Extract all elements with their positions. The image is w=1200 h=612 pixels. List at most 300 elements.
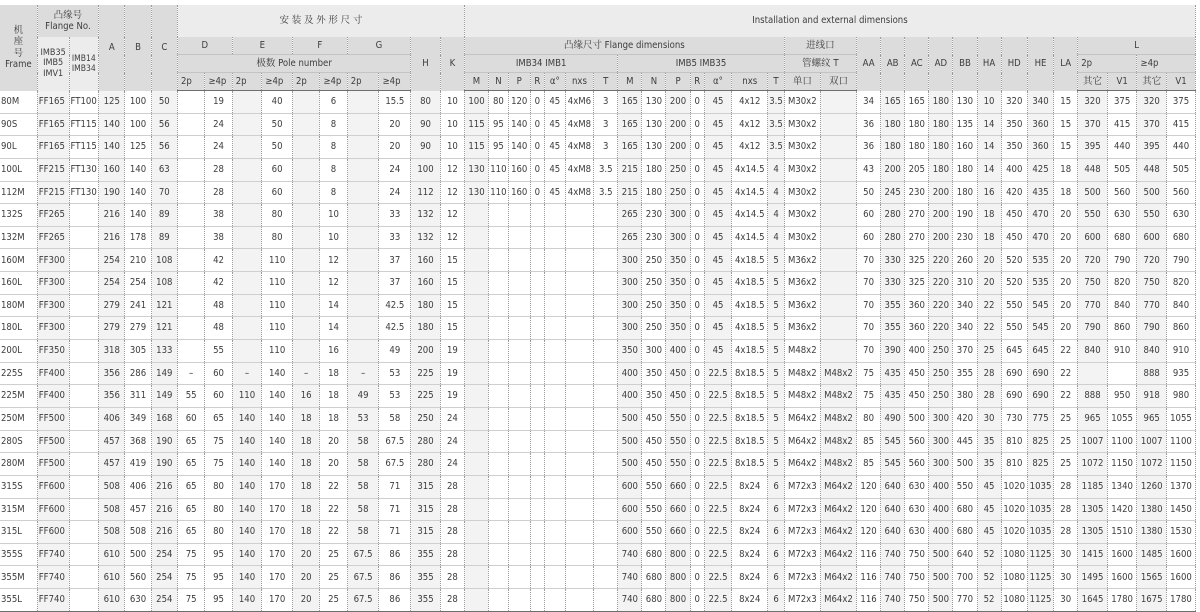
- table-cell: 140: [232, 543, 262, 566]
- table-row: [0, 136, 1196, 159]
- table-cell: [565, 272, 593, 295]
- table-cell: 67.5: [379, 453, 411, 476]
- table-cell: 1007: [1078, 430, 1108, 453]
- table-cell: 1340: [1107, 475, 1137, 498]
- table-cell: 560: [905, 430, 929, 453]
- table-cell: [464, 317, 488, 340]
- flange-no-cell: [69, 475, 99, 498]
- table-cell: 22: [320, 475, 347, 498]
- table-cell: 180: [953, 181, 977, 204]
- table-cell: [530, 498, 544, 521]
- table-cell: 630: [1166, 204, 1195, 227]
- flange-no-cell: [69, 589, 99, 612]
- table-cell: 230: [953, 226, 977, 249]
- header-b5-p: P: [666, 73, 690, 91]
- table-cell: 1380: [1137, 521, 1167, 544]
- table-cell: 610: [99, 543, 125, 566]
- header-d-2p: 2p: [177, 73, 204, 91]
- flange-no-cell: FF165: [37, 136, 69, 159]
- table-cell: 70: [151, 181, 177, 204]
- table-cell: 250: [642, 294, 666, 317]
- table-cell: 6: [768, 543, 784, 566]
- table-cell: 680: [953, 521, 977, 544]
- table-cell: [489, 498, 509, 521]
- table-cell: [544, 362, 565, 385]
- table-cell: 20: [292, 566, 319, 589]
- table-cell: 740: [881, 566, 905, 589]
- table-cell: [232, 181, 262, 204]
- table-cell: 65: [177, 453, 204, 476]
- header-frame: 机 座 号 Frame: [0, 5, 37, 91]
- table-cell: [489, 317, 509, 340]
- table-cell: 910: [1166, 340, 1195, 363]
- table-cell: 70: [857, 272, 881, 295]
- table-cell: 100: [464, 91, 488, 114]
- table-cell: 630: [1107, 204, 1137, 227]
- table-cell: 720: [1078, 249, 1108, 272]
- table-cell: 60: [262, 181, 293, 204]
- table-cell: 130: [953, 91, 977, 114]
- table-cell: 535: [1027, 272, 1053, 295]
- table-cell: 350: [1001, 113, 1027, 136]
- table-cell: 500: [929, 566, 953, 589]
- table-cell: 4x18.5: [732, 272, 768, 295]
- table-cell: [177, 340, 204, 363]
- table-cell: [565, 453, 593, 476]
- table-cell: 1565: [1137, 566, 1167, 589]
- table-cell: 640: [881, 475, 905, 498]
- table-cell: [489, 204, 509, 227]
- table-cell: 160: [508, 181, 530, 204]
- table-cell: 790: [1078, 317, 1108, 340]
- table-cell: M48x2: [784, 362, 820, 385]
- table-cell: 20: [320, 453, 347, 476]
- table-cell: 1080: [1001, 566, 1027, 589]
- table-cell: 230: [642, 226, 666, 249]
- table-cell: 395: [1078, 136, 1108, 159]
- table-cell: [292, 113, 319, 136]
- table-cell: [820, 158, 856, 181]
- table-cell: 500: [618, 407, 642, 430]
- flange-no-cell: FF165: [37, 91, 69, 114]
- table-cell: 320: [1078, 91, 1108, 114]
- table-cell: M48x2: [820, 453, 856, 476]
- table-cell: 1072: [1137, 453, 1167, 476]
- table-cell: [489, 294, 509, 317]
- table-cell: [565, 566, 593, 589]
- table-cell: [489, 521, 509, 544]
- table-row: [0, 249, 1196, 272]
- table-cell: [530, 475, 544, 498]
- table-cell: [292, 317, 319, 340]
- table-cell: [544, 543, 565, 566]
- table-cell: 18: [292, 453, 319, 476]
- table-cell: 20: [977, 272, 1001, 295]
- table-cell: 22.5: [704, 475, 731, 498]
- table-cell: 6: [768, 498, 784, 521]
- frame-cell: 132S: [0, 204, 37, 227]
- table-cell: 121: [151, 317, 177, 340]
- table-cell: [464, 294, 488, 317]
- table-cell: [177, 181, 204, 204]
- table-cell: [292, 204, 319, 227]
- table-cell: M64x2: [820, 543, 856, 566]
- table-cell: [565, 204, 593, 227]
- table-cell: 600: [618, 521, 642, 544]
- table-cell: 660: [666, 521, 690, 544]
- table-cell: 22.5: [704, 453, 731, 476]
- table-cell: 12: [440, 226, 464, 249]
- table-cell: 216: [151, 521, 177, 544]
- table-cell: 3: [594, 91, 618, 114]
- table-cell: 22: [977, 294, 1001, 317]
- table-cell: 470: [1027, 226, 1053, 249]
- table-cell: 180: [929, 136, 953, 159]
- table-cell: 320: [1001, 91, 1027, 114]
- table-cell: [292, 340, 319, 363]
- table-cell: 95: [489, 113, 509, 136]
- header-b5-t: T: [768, 73, 784, 91]
- header-he: HE: [1027, 37, 1053, 91]
- table-row: [0, 566, 1196, 589]
- table-cell: 500: [125, 543, 151, 566]
- table-cell: 254: [99, 272, 125, 295]
- table-cell: 133: [151, 340, 177, 363]
- table-cell: 254: [151, 566, 177, 589]
- header-e-4p: ≥4p: [262, 73, 293, 91]
- table-cell: [530, 294, 544, 317]
- table-cell: 33: [379, 204, 411, 227]
- table-cell: [347, 91, 379, 114]
- table-cell: 500: [1137, 181, 1167, 204]
- table-cell: 22: [320, 521, 347, 544]
- table-cell: [594, 521, 618, 544]
- flange-no-cell: FF500: [37, 430, 69, 453]
- table-cell: 180: [929, 113, 953, 136]
- table-cell: 60: [857, 226, 881, 249]
- table-cell: 4x14.5: [732, 226, 768, 249]
- table-cell: [820, 249, 856, 272]
- table-cell: [594, 543, 618, 566]
- table-cell: [508, 543, 530, 566]
- table-cell: 67.5: [347, 566, 379, 589]
- table-cell: [594, 272, 618, 295]
- table-cell: 80: [205, 498, 232, 521]
- table-cell: 67.5: [347, 543, 379, 566]
- table-cell: 230: [905, 181, 929, 204]
- table-cell: 730: [1001, 407, 1027, 430]
- table-cell: 1020: [1001, 475, 1027, 498]
- table-cell: 820: [1166, 272, 1195, 295]
- header-l-2p: 2p: [1078, 55, 1137, 73]
- header-e-2p: 2p: [232, 73, 262, 91]
- table-cell: [530, 226, 544, 249]
- table-cell: 15: [1054, 91, 1078, 114]
- table-cell: 690: [1027, 385, 1053, 408]
- table-cell: [544, 430, 565, 453]
- table-cell: 15: [440, 249, 464, 272]
- table-cell: 140: [262, 385, 293, 408]
- table-cell: 5: [768, 385, 784, 408]
- table-cell: 37: [379, 272, 411, 295]
- table-cell: M48x2: [820, 362, 856, 385]
- table-cell: M72x3: [784, 475, 820, 498]
- table-cell: 6: [768, 566, 784, 589]
- table-cell: 58: [379, 407, 411, 430]
- table-cell: 640: [953, 543, 977, 566]
- table-cell: 25: [320, 566, 347, 589]
- flange-no-cell: FF740: [37, 589, 69, 612]
- table-cell: [177, 136, 204, 159]
- table-cell: [565, 294, 593, 317]
- table-cell: M64x2: [820, 566, 856, 589]
- table-cell: 980: [1166, 385, 1195, 408]
- table-cell: 440: [1166, 136, 1195, 159]
- table-cell: 740: [881, 589, 905, 612]
- table-cell: [594, 249, 618, 272]
- frame-cell: 355M: [0, 566, 37, 589]
- table-cell: 65: [177, 475, 204, 498]
- table-cell: [177, 204, 204, 227]
- frame-cell: 250M: [0, 407, 37, 430]
- table-cell: 840: [1107, 294, 1137, 317]
- table-cell: 500: [953, 453, 977, 476]
- table-cell: [530, 249, 544, 272]
- table-cell: 140: [232, 430, 262, 453]
- flange-no-cell: FT130: [69, 158, 99, 181]
- table-cell: [544, 317, 565, 340]
- table-cell: 420: [953, 407, 977, 430]
- table-cell: 95: [205, 589, 232, 612]
- table-cell: 560: [1107, 181, 1137, 204]
- table-cell: 52: [977, 566, 1001, 589]
- table-cell: [232, 91, 262, 114]
- table-cell: [565, 362, 593, 385]
- table-cell: M72x3: [784, 543, 820, 566]
- table-cell: [544, 498, 565, 521]
- table-cell: [508, 249, 530, 272]
- table-cell: 3.5: [594, 158, 618, 181]
- table-cell: 65: [177, 498, 204, 521]
- table-cell: [820, 226, 856, 249]
- table-cell: [508, 362, 530, 385]
- flange-no-cell: [69, 272, 99, 295]
- table-cell: 60: [857, 204, 881, 227]
- header-hd: HD: [1001, 37, 1027, 91]
- table-cell: 80: [857, 407, 881, 430]
- table-cell: 120: [857, 521, 881, 544]
- table-cell: 600: [618, 475, 642, 498]
- table-cell: 550: [1137, 204, 1167, 227]
- table-row: [0, 385, 1196, 408]
- flange-no-cell: FF350: [37, 340, 69, 363]
- table-cell: 28: [440, 566, 464, 589]
- table-cell: 140: [125, 158, 151, 181]
- table-cell: 18: [292, 475, 319, 498]
- table-cell: 375: [1166, 91, 1195, 114]
- table-cell: 680: [642, 543, 666, 566]
- flange-no-cell: FT130: [69, 181, 99, 204]
- table-cell: 300: [929, 430, 953, 453]
- table-cell: 120: [857, 475, 881, 498]
- table-cell: [489, 362, 509, 385]
- table-cell: 63: [151, 158, 177, 181]
- table-cell: [508, 340, 530, 363]
- table-cell: 1675: [1137, 589, 1167, 612]
- frame-cell: 200L: [0, 340, 37, 363]
- table-cell: [508, 407, 530, 430]
- table-cell: 1420: [1107, 498, 1137, 521]
- table-row: [0, 430, 1196, 453]
- table-cell: 25: [320, 543, 347, 566]
- table-cell: [544, 566, 565, 589]
- table-cell: 300: [618, 294, 642, 317]
- table-cell: 220: [929, 249, 953, 272]
- table-cell: [565, 498, 593, 521]
- table-cell: 110: [489, 181, 509, 204]
- table-cell: 325: [905, 272, 929, 295]
- dimensions-table: [0, 5, 1196, 612]
- table-cell: 0: [690, 475, 704, 498]
- table-cell: 65: [177, 521, 204, 544]
- table-cell: 600: [1137, 226, 1167, 249]
- header-bb: BB: [953, 37, 977, 91]
- table-cell: 80: [262, 204, 293, 227]
- flange-no-cell: FT115: [69, 113, 99, 136]
- table-cell: 140: [232, 475, 262, 498]
- table-cell: 750: [905, 566, 929, 589]
- table-cell: 245: [881, 181, 905, 204]
- table-cell: 45: [704, 226, 731, 249]
- flange-no-cell: FF165: [37, 113, 69, 136]
- table-row: [0, 294, 1196, 317]
- frame-cell: 315M: [0, 498, 37, 521]
- table-cell: [820, 272, 856, 295]
- frame-cell: 112M: [0, 181, 37, 204]
- table-cell: 45: [544, 136, 565, 159]
- table-cell: M30x2: [784, 226, 820, 249]
- header-ac: AC: [905, 37, 929, 91]
- frame-cell: 90L: [0, 136, 37, 159]
- table-cell: [820, 181, 856, 204]
- table-cell: 15: [440, 317, 464, 340]
- header-b34-nxs: nxs: [565, 73, 593, 91]
- table-cell: 200: [666, 113, 690, 136]
- table-cell: [544, 294, 565, 317]
- table-cell: M72x3: [784, 498, 820, 521]
- table-cell: 355: [411, 589, 441, 612]
- header-double-port: 双口: [820, 73, 856, 91]
- table-cell: [464, 543, 488, 566]
- table-cell: 8x18.5: [732, 407, 768, 430]
- table-cell: 420: [1001, 181, 1027, 204]
- table-cell: 215: [618, 181, 642, 204]
- table-cell: 315: [411, 498, 441, 521]
- table-cell: 1510: [1107, 521, 1137, 544]
- table-cell: 1450: [1166, 498, 1195, 521]
- table-cell: 470: [1027, 204, 1053, 227]
- table-cell: 250: [642, 317, 666, 340]
- table-cell: [544, 204, 565, 227]
- table-cell: 80: [411, 91, 441, 114]
- table-cell: 28: [977, 385, 1001, 408]
- table-cell: 130: [642, 136, 666, 159]
- table-cell: 140: [232, 521, 262, 544]
- table-cell: 58: [347, 475, 379, 498]
- table-cell: 55: [177, 385, 204, 408]
- table-cell: 132: [411, 226, 441, 249]
- table-cell: 0: [530, 181, 544, 204]
- flange-no-cell: FF215: [37, 181, 69, 204]
- table-cell: 4xM8: [565, 181, 593, 204]
- table-cell: 58: [347, 498, 379, 521]
- table-cell: 160: [508, 158, 530, 181]
- table-cell: 490: [881, 407, 905, 430]
- table-cell: 8: [320, 136, 347, 159]
- table-cell: [594, 498, 618, 521]
- table-cell: 140: [508, 113, 530, 136]
- table-cell: 18: [320, 407, 347, 430]
- table-cell: 30: [1054, 589, 1078, 612]
- table-cell: M48x2: [820, 385, 856, 408]
- table-cell: [489, 226, 509, 249]
- table-cell: 220: [929, 272, 953, 295]
- header-thread: 管螺纹 T: [784, 55, 856, 73]
- table-cell: 330: [881, 272, 905, 295]
- table-cell: M72x3: [784, 566, 820, 589]
- table-cell: 19: [440, 340, 464, 363]
- table-cell: 4x18.5: [732, 294, 768, 317]
- table-cell: [594, 453, 618, 476]
- table-cell: 86: [379, 543, 411, 566]
- table-cell: 250: [929, 340, 953, 363]
- table-cell: 305: [125, 340, 151, 363]
- table-cell: [530, 385, 544, 408]
- frame-cell: 355L: [0, 589, 37, 612]
- flange-no-cell: [69, 430, 99, 453]
- table-cell: 75: [857, 362, 881, 385]
- table-cell: [530, 340, 544, 363]
- table-cell: 1150: [1166, 453, 1195, 476]
- table-cell: 350: [1001, 136, 1027, 159]
- header-b5-nxs: nxs: [732, 73, 768, 91]
- table-cell: [594, 566, 618, 589]
- table-cell: 1485: [1137, 543, 1167, 566]
- table-cell: [820, 294, 856, 317]
- table-cell: 135: [953, 113, 977, 136]
- flange-no-cell: [69, 249, 99, 272]
- table-cell: 6: [320, 91, 347, 114]
- table-cell: 8x24: [732, 521, 768, 544]
- table-cell: 18: [1054, 181, 1078, 204]
- table-cell: 680: [1107, 226, 1137, 249]
- table-cell: [464, 385, 488, 408]
- header-b34-alpha: α°: [544, 73, 565, 91]
- table-cell: [508, 475, 530, 498]
- table-cell: 140: [125, 181, 151, 204]
- table-cell: 355: [411, 543, 441, 566]
- table-cell: 279: [99, 317, 125, 340]
- table-cell: 4x18.5: [732, 249, 768, 272]
- table-cell: 85: [857, 430, 881, 453]
- table-cell: 215: [618, 158, 642, 181]
- table-cell: 750: [1078, 272, 1108, 295]
- header-imb35-col: IMB35 IMB5 IMV1: [37, 37, 69, 91]
- table-cell: 130: [464, 181, 488, 204]
- table-cell: 4xM8: [565, 158, 593, 181]
- table-cell: 825: [1027, 430, 1053, 453]
- table-cell: [594, 430, 618, 453]
